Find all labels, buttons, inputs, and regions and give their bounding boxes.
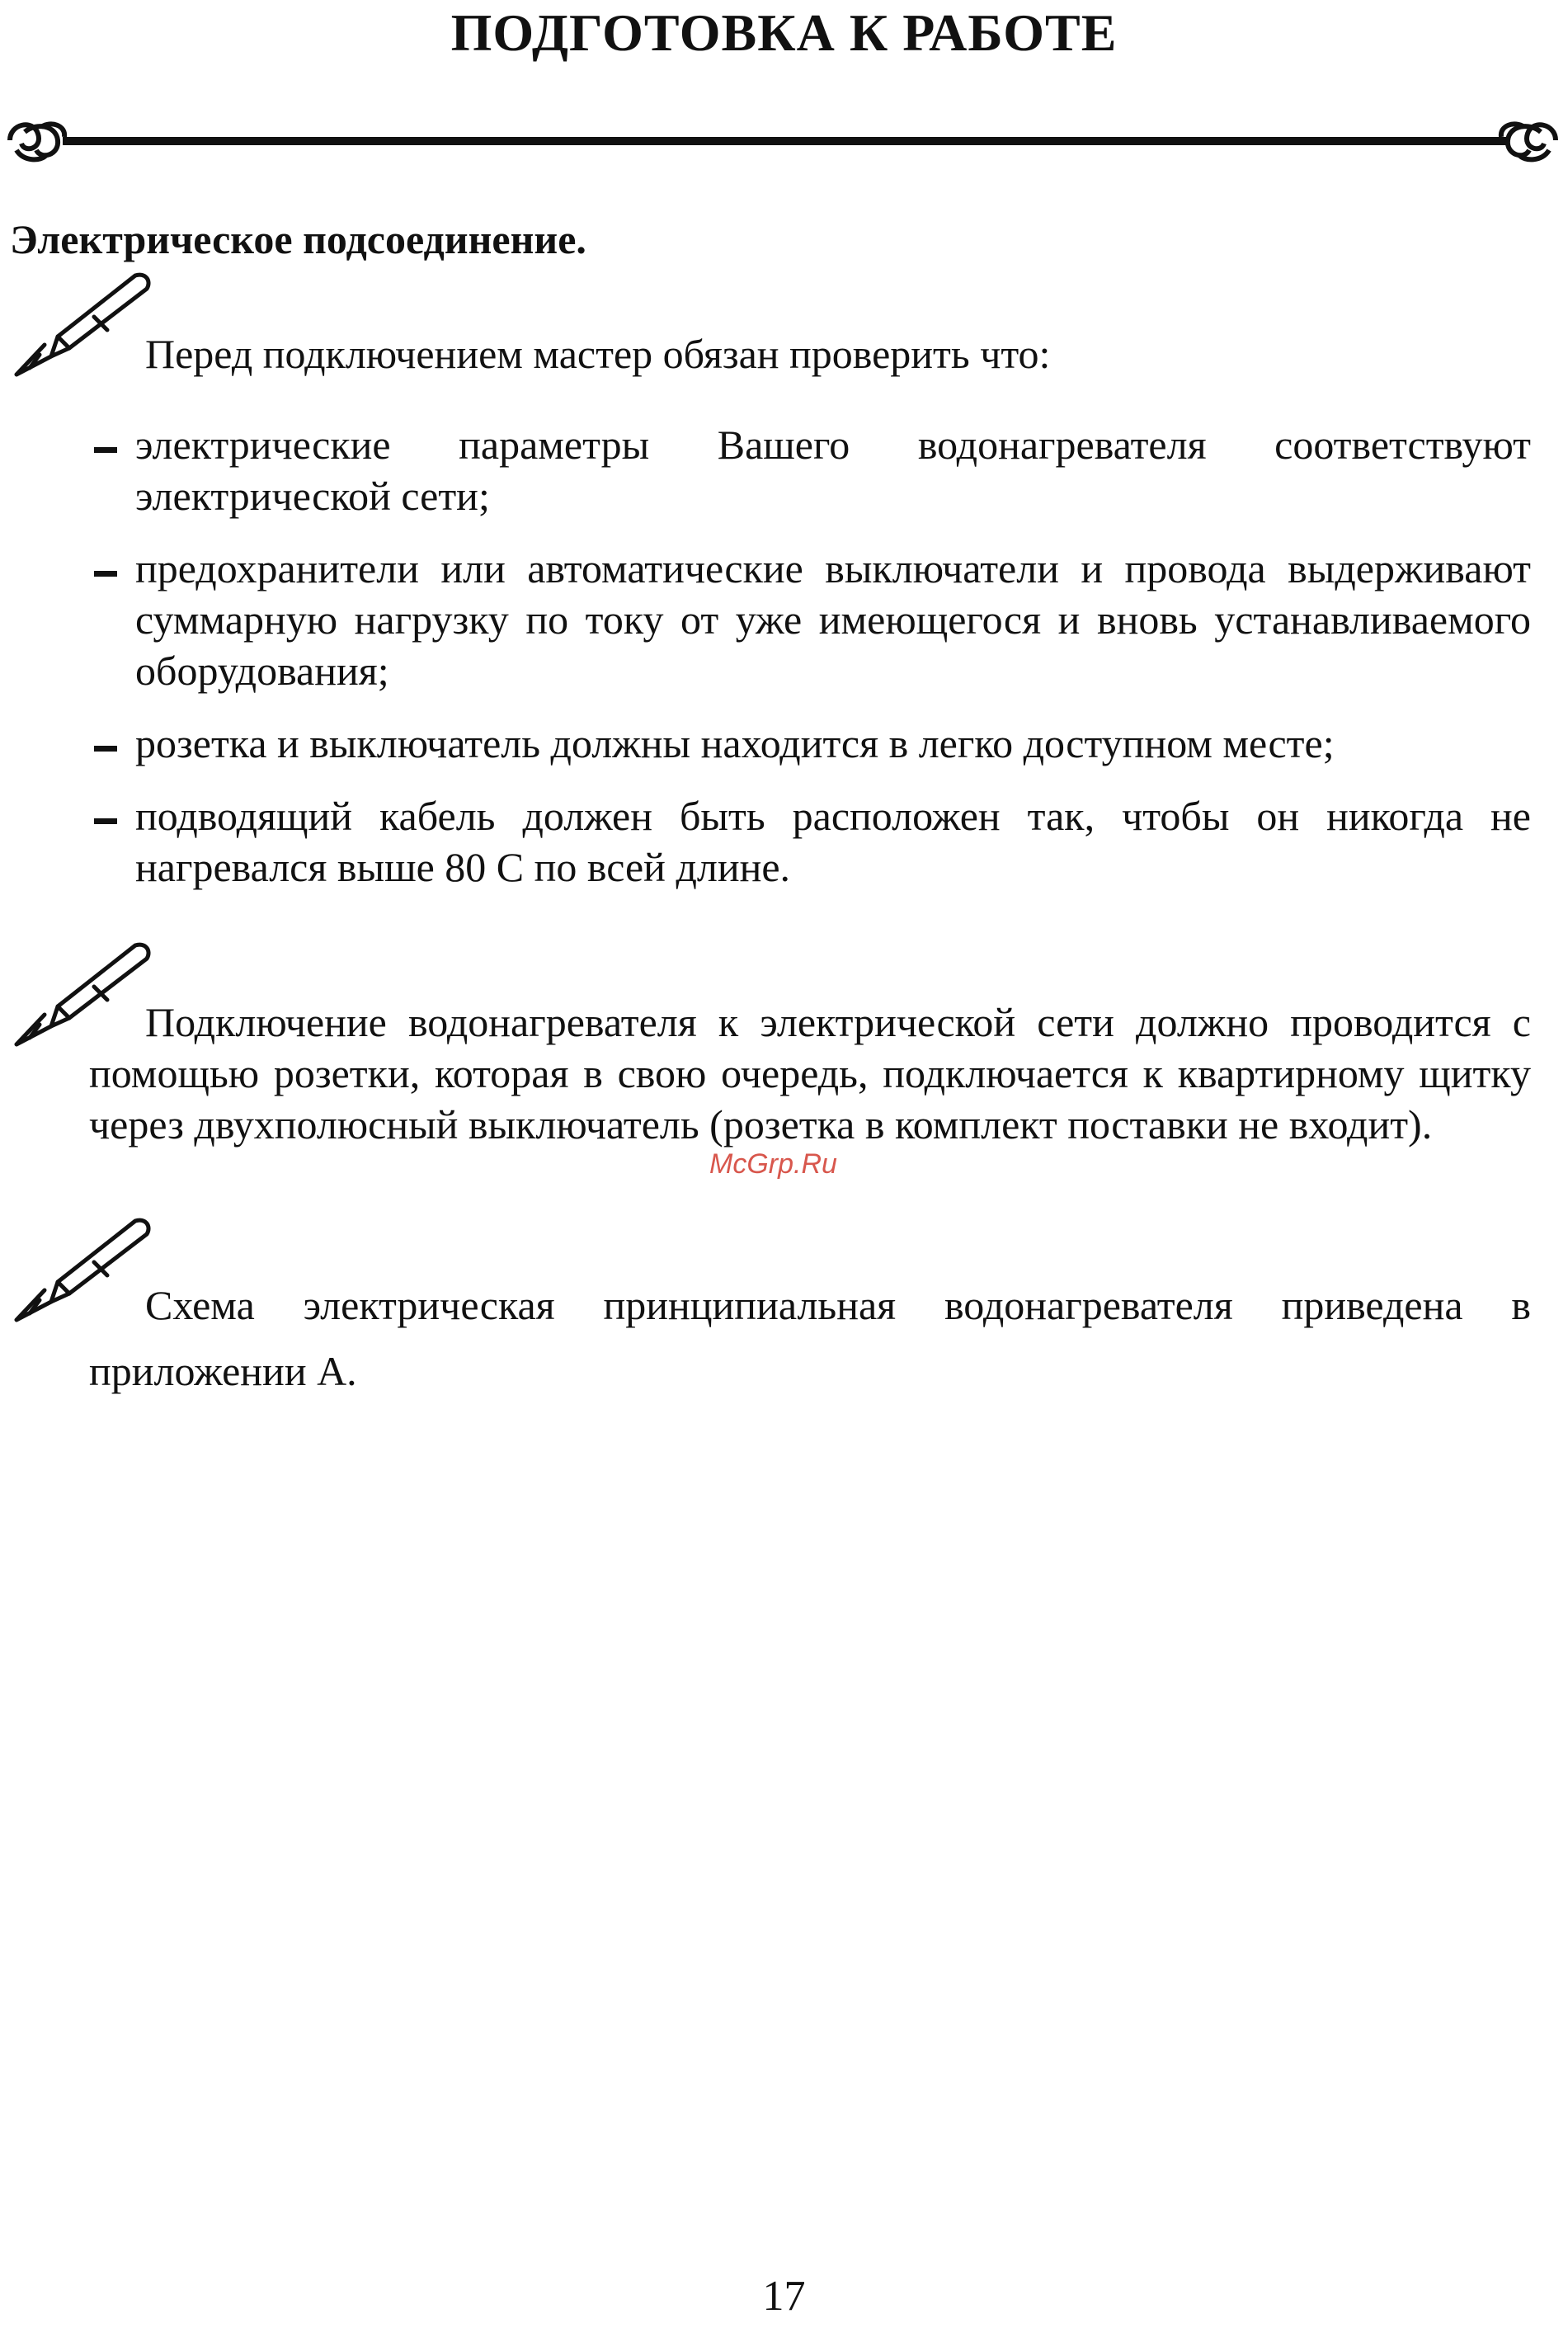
- list-item: [82, 718, 1531, 769]
- section-heading: Электрическое подсоединение.: [10, 216, 586, 262]
- bullet-dash: [94, 571, 117, 577]
- list-item-text: розетка и выключатель должны находится в легко доступном месте;: [135, 720, 1335, 766]
- bullet-dash: [94, 447, 117, 453]
- intro-text: Перед подключением мастер обязан проверить что:: [145, 331, 1051, 377]
- bullet-dash: [94, 818, 117, 824]
- list-item: [82, 419, 1531, 521]
- fountain-pen-icon: [12, 264, 156, 379]
- bullet-dash: [94, 746, 117, 752]
- ornamental-divider: [0, 107, 1568, 173]
- scroll-ornament-left-icon: [10, 124, 64, 159]
- list-item: [82, 790, 1531, 893]
- list-item: [82, 543, 1531, 696]
- list-item-text: электрические параметры Вашего водонагревателя соответствуют электрической сети;: [135, 422, 1531, 519]
- scroll-ornament-right-icon: [1501, 124, 1556, 159]
- watermark: McGrp.Ru: [709, 1148, 837, 1180]
- divider-bar: [63, 137, 1508, 145]
- page-title: ПОДГОТОВКА К РАБОТЕ: [450, 3, 1118, 62]
- list-item-text: подводящий кабель должен быть расположен так, чтобы он никогда не нагревался выше 80 С по всей длине.: [135, 793, 1531, 890]
- page-number: 17: [762, 2273, 806, 2320]
- requirements-list: [82, 419, 1531, 914]
- schema-paragraph: Схема электрическая принципиальная водонагревателя приведена в приложении А.: [89, 1282, 1531, 1394]
- connection-paragraph: Подключение водонагревателя к электрической сети должно проводится с помощью розетки, которая в свою очередь, подключается к квартирному щитку через двухполюсный выключатель (розетка в комплект поставки не входит).: [89, 999, 1531, 1148]
- list-item-text: предохранители или автоматические выключатели и провода выдерживают суммарную нагрузку по току от уже имеющегося и вновь устанавливаемого оборудования;: [135, 545, 1531, 694]
